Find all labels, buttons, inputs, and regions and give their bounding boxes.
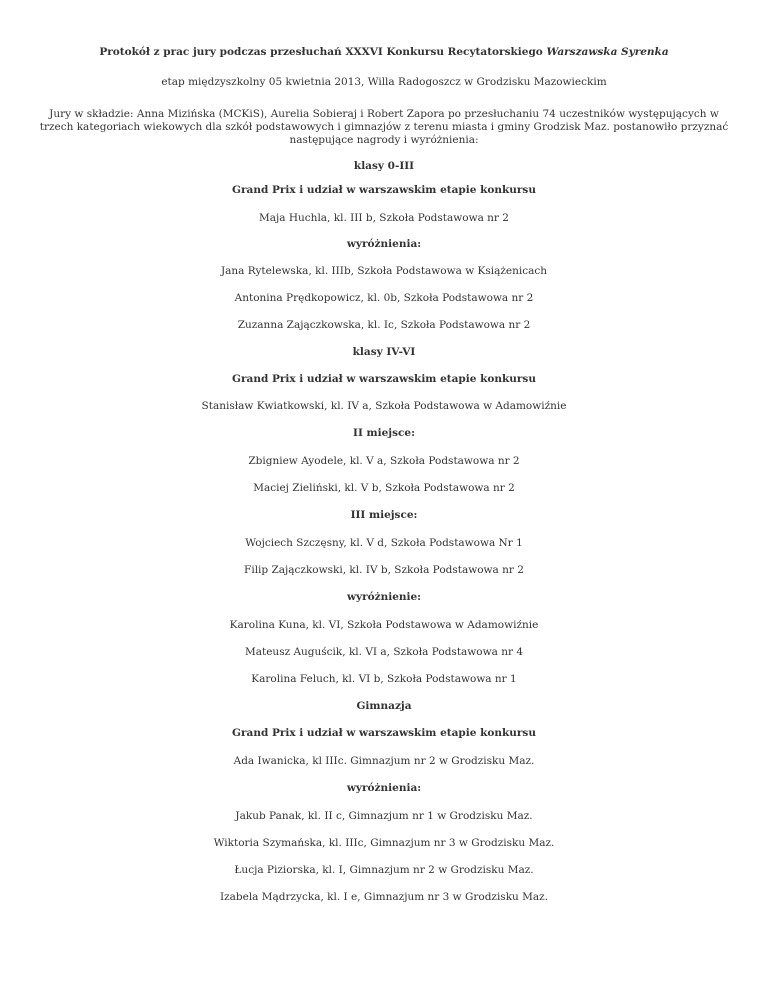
document-subtitle: etap międzyszkolny 05 kwietnia 2013, Willa Radogoszcz w Grodzisku Mazowieckim	[161, 76, 607, 88]
award-label: Grand Prix i udział w warszawskim etapie konkursu	[232, 373, 536, 385]
award-entry: Zbigniew Ayodele, kl. V a, Szkoła Podstawowa nr 2	[248, 455, 520, 467]
award-entry: Wojciech Szczęsny, kl. V d, Szkoła Podstawowa Nr 1	[245, 537, 523, 549]
section-heading: Gimnazja	[356, 700, 412, 712]
intro-line-1: Jury w składzie: Anna Mizińska (MCKiS), Aurelia Sobieraj i Robert Zapora po przesłuchaniu 74 uczestników występujących w	[49, 108, 719, 120]
award-entry: Karolina Feluch, kl. VI b, Szkoła Podstawowa nr 1	[251, 673, 517, 685]
award-entry: Antonina Prędkopowicz, kl. 0b, Szkoła Podstawowa nr 2	[234, 292, 534, 304]
award-label: Grand Prix i udział w warszawskim etapie konkursu	[232, 727, 536, 739]
award-label: Grand Prix i udział w warszawskim etapie konkursu	[232, 184, 536, 196]
section-heading: klasy IV-VI	[352, 346, 416, 358]
award-entry: Izabela Mądrzycka, kl. I e, Gimnazjum nr 3 w Grodzisku Maz.	[219, 891, 549, 903]
award-label: wyróżnienia:	[346, 782, 422, 794]
award-label: wyróżnienie:	[346, 591, 422, 603]
award-entry: Wiktoria Szymańska, kl. IIIc, Gimnazjum nr 3 w Grodzisku Maz.	[213, 837, 555, 849]
intro-line-3: następujące nagrody i wyróżnienia:	[289, 134, 479, 146]
award-entry: Filip Zajączkowski, kl. IV b, Szkoła Podstawowa nr 2	[244, 564, 524, 576]
award-entry: Ada Iwanicka, kl IIIc. Gimnazjum nr 2 w Grodzisku Maz.	[233, 755, 535, 767]
award-entry: Mateusz Auguścik, kl. VI a, Szkoła Podstawowa nr 4	[244, 646, 523, 658]
section-heading: klasy 0-III	[353, 160, 415, 172]
award-entry: Maja Huchla, kl. III b, Szkoła Podstawowa nr 2	[259, 212, 509, 224]
document-title	[0, 46, 768, 59]
title-italic: Warszawska Syrenka	[546, 46, 669, 58]
award-entry: Zuzanna Zajączkowska, kl. Ic, Szkoła Podstawowa nr 2	[237, 319, 531, 331]
award-label: III miejsce:	[350, 509, 418, 521]
award-label: II miejsce:	[353, 427, 415, 439]
award-entry: Łucja Piziorska, kl. I, Gimnazjum nr 2 w Grodzisku Maz.	[234, 864, 534, 876]
award-entry: Stanisław Kwiatkowski, kl. IV a, Szkoła Podstawowa w Adamowiźnie	[201, 400, 567, 412]
award-entry: Karolina Kuna, kl. VI, Szkoła Podstawowa w Adamowiźnie	[229, 619, 539, 631]
award-entry: Maciej Zieliński, kl. V b, Szkoła Podstawowa nr 2	[253, 482, 515, 494]
title-text: Protokół z prac jury podczas przesłuchań XXXVI Konkursu Recytatorskiego	[99, 46, 547, 58]
intro-line-2: trzech kategoriach wiekowych dla szkół podstawowych i gimnazjów z terenu miasta i gminy Grodzisk Maz. postanowiło przyznać	[39, 121, 729, 133]
award-entry: Jakub Panak, kl. II c, Gimnazjum nr 1 w Grodzisku Maz.	[235, 810, 533, 822]
award-label: wyróżnienia:	[346, 238, 422, 250]
award-entry: Jana Rytelewska, kl. IIIb, Szkoła Podstawowa w Książenicach	[220, 265, 548, 277]
